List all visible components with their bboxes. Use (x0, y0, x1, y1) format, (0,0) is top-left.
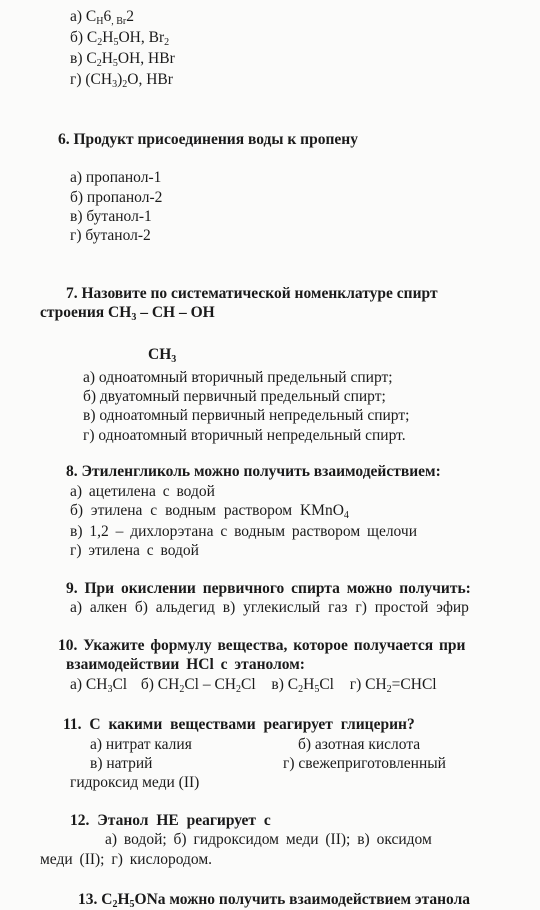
q10-option-v: в) $C_2H_5Cl$ (271, 676, 334, 695)
q11-option-g: г) свежеприготовленный (283, 755, 446, 772)
q12-options-line1: а) водой; б) гидроксидом меди (II); в) оксидом (105, 831, 432, 848)
q10-title-line2: взаимодействии HCl с этанолом: (66, 656, 305, 673)
q6-title: 6. Продукт присоединения воды к пропену (58, 131, 358, 148)
q11-option-v: в) натрий (90, 755, 153, 772)
q7-option-a: а) одноатомный вторичный предельный спирт; (83, 369, 393, 386)
q6-option-v: в) бутанол-1 (70, 208, 152, 225)
q13-title: 13. $C_2H_5ONa$ можно получить взаимодействием этанола (78, 891, 471, 910)
q10-title-line1: 10. Укажите формулу вещества, которое получается при (58, 637, 466, 654)
q7-title-line2: строения $CH_3$ – CH – OH (40, 304, 215, 323)
q7-option-v: в) одноатомный первичный непредельный спирт; (83, 407, 410, 424)
q5-option-a: а) $C_H6_{, Br}2$ (70, 8, 134, 27)
q8-title: 8. Этиленгликоль можно получить взаимодействием: (66, 463, 441, 480)
q10-option-a: а) $CH_3Cl$ (70, 676, 128, 695)
q6-option-g: г) бутанол-2 (70, 227, 151, 244)
q9-title: 9. При окислении первичного спирта можно получить: (66, 580, 471, 597)
q11-option-g-cont: гидроксид меди (II) (70, 774, 200, 791)
q7-title-line1: 7. Назовите по систематической номенклатуре спирт (66, 285, 438, 302)
q10-options (70, 675, 437, 695)
q11-option-b: б) азотная кислота (298, 736, 421, 753)
q6-option-b: б) пропанол-2 (70, 189, 163, 206)
q6-option-a: а) пропанол-1 (70, 169, 162, 186)
q8-option-v: в) 1,2 – дихлорэтана с водным раствором щелочи (70, 523, 417, 540)
q12-options-line2: меди (II); г) кислородом. (40, 851, 213, 868)
q10-option-g: г) $CH_2=CHCl$ (349, 676, 437, 695)
q5-option-v: в) $C_2H_5OH$, HBr (70, 50, 175, 69)
q12-title: 12. Этанол НЕ реагирует с (70, 812, 271, 829)
q9-options: а) алкен б) альдегид в) углекислый газ г) простой эфир (70, 599, 469, 616)
q7-ch3-branch: $CH_3$ (148, 346, 177, 365)
q5-option-b: б) $C_2H_5OH$, $Br_2$ (70, 29, 170, 48)
q8-option-a: а) ацетилена с водой (70, 483, 215, 500)
q5-option-g: г) $(CH_3)_2O$, HBr (70, 71, 173, 90)
q7-option-b: б) двуатомный первичный предельный спирт; (83, 388, 386, 405)
q11-title: 11. С какими веществами реагирует глицерин? (63, 716, 415, 733)
q10-option-b: б) $CH_2Cl - CH_2Cl$ (140, 676, 256, 695)
q7-option-g: г) одноатомный вторичный непредельный спирт. (83, 427, 406, 444)
q8-option-b: б) этилена с водным раствором KMnO$_4$ (70, 502, 349, 521)
q11-option-a: а) нитрат калия (90, 736, 192, 753)
q8-option-g: г) этилена с водой (70, 542, 199, 559)
